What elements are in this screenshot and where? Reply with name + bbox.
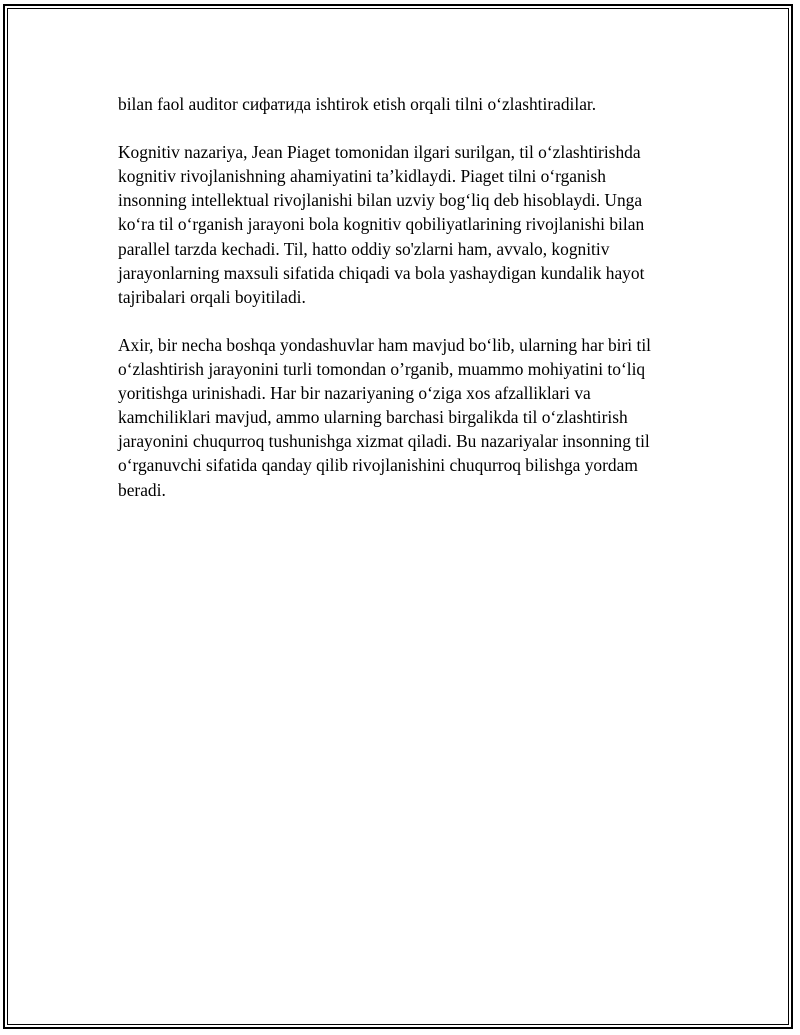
paragraph-line: Axir, bir necha boshqa yondashuvlar ham mavjud bo‘lib, ularning har biri til xyxy=(118,334,651,355)
paragraph-line: tajribalari orqali boyitiladi. xyxy=(118,286,306,307)
paragraph-line: jarayonlarning maxsuli sifatida chiqadi va bola yashaydigan kundalik hayot xyxy=(118,262,645,283)
paragraph-1 xyxy=(118,92,698,116)
paragraph-line: kamchiliklari mavjud, ammo ularning barchasi birgalikda til o‘zlashtirish xyxy=(118,407,628,428)
paragraph-line: yoritishga urinishadi. Har bir nazariyaning o‘ziga xos afzalliklari va xyxy=(118,383,591,404)
paragraph-line: parallel tarzda kechadi. Til, hatto oddiy so'zlarni ham, avvalo, kognitiv xyxy=(118,238,610,259)
paragraph-line: beradi. xyxy=(118,479,166,500)
document-body xyxy=(118,92,698,502)
paragraph-line: insonning intellektual rivojlanishi bilan uzviy bog‘liq deb hisoblaydi. Unga xyxy=(118,190,643,211)
paragraph-spacer xyxy=(118,116,698,140)
paragraph-line: Kognitiv nazariya, Jean Piaget tomonidan ilgari surilgan, til o‘zlashtirishda xyxy=(118,142,641,163)
paragraph-line: ko‘ra til o‘rganish jarayoni bola kognitiv qobiliyatlarining rivojlanishi bilan xyxy=(118,214,645,235)
paragraph-line: kognitiv rivojlanishning ahamiyatini ta’kidlaydi. Piaget tilni o‘rganish xyxy=(118,166,606,187)
paragraph-line: o‘rganuvchi sifatida qanday qilib rivojlanishini chuqurroq bilishga yordam xyxy=(118,455,638,476)
paragraph-line: bilan faol auditor сифатида ishtirok etish orqali tilni o‘zlashtiradilar. xyxy=(118,94,597,114)
paragraph-2 xyxy=(118,140,698,309)
paragraph-line: jarayonini chuqurroq tushunishga xizmat qiladi. Bu nazariyalar insonning til xyxy=(118,431,650,452)
paragraph-3 xyxy=(118,333,698,502)
paragraph-spacer xyxy=(118,309,698,333)
paragraph-line: o‘zlashtirish jarayonini turli tomondan o’rganib, muammo mohiyatini to‘liq xyxy=(118,359,646,380)
